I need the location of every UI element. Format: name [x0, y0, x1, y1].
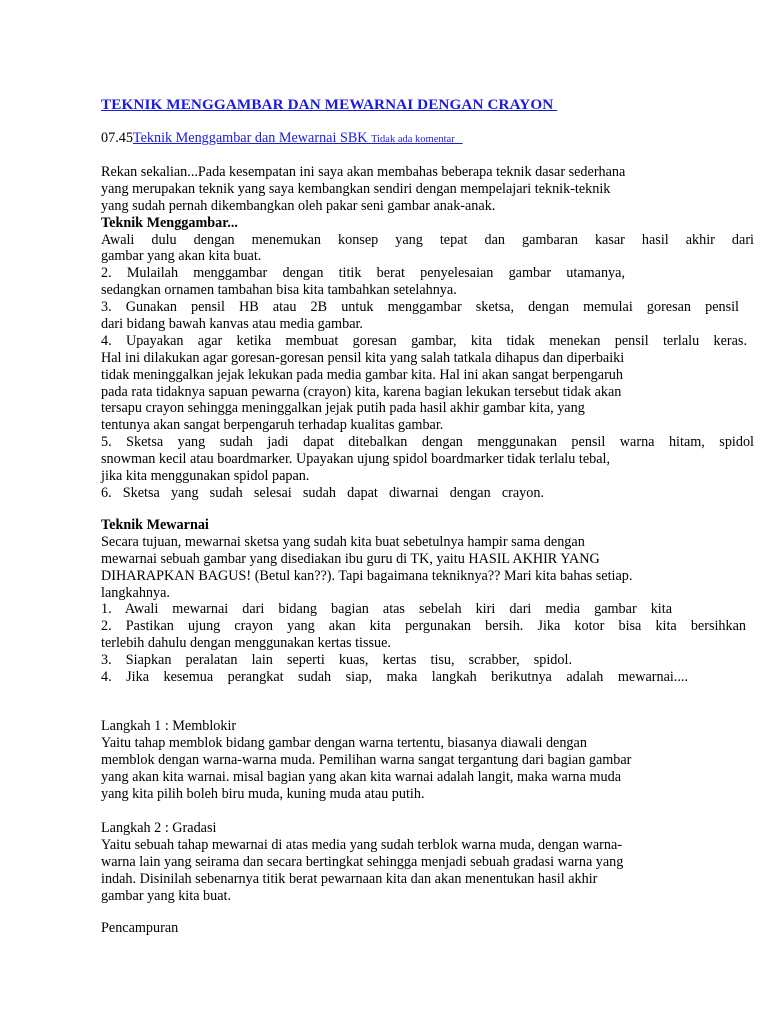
text-line: terlebih dahulu dengan menggunakan kertas tissue. [101, 635, 391, 652]
text-line: gambar yang kita buat. [101, 887, 232, 904]
post-time: 07.45 [101, 130, 133, 146]
section-heading-coloring: Teknik Mewarnai [101, 517, 209, 533]
text-line: warna lain yang seirama dan secara bertingkat sehingga menjadi sebuah gradasi warna yang [101, 853, 624, 870]
mixing-section [101, 920, 754, 937]
text-line: snowman kecil atau boardmarker. Upayakan ujung spidol boardmarker tidak terlalu tebal, [101, 451, 611, 468]
text-line: Yaitu tahap memblok bidang gambar dengan warna tertentu, biasanya diawali dengan [101, 734, 587, 751]
text-line: gambar yang akan kita buat. [101, 248, 262, 265]
step1-heading: Langkah 1 : Memblokir [101, 718, 237, 734]
text-line: 4. Jika kesemua perangkat sudah siap, maka langkah berikutnya adalah mewarnai.... [101, 669, 688, 686]
post-title[interactable]: TEKNIK MENGGAMBAR DAN MEWARNAI DENGAN CRAYON [101, 96, 558, 113]
post-meta [101, 130, 463, 147]
text-line: sedangkan ornamen tambahan bisa kita tambahkan setelahnya. [101, 282, 457, 299]
text-line: langkahnya. [101, 584, 170, 601]
step2-section [101, 820, 754, 904]
coloring-section [101, 517, 754, 686]
text-line: tidak meninggalkan jejak lekukan pada media gambar kita. Hal ini akan sangat berpengaruh [101, 366, 623, 383]
text-line: 2. Mulailah menggambar dengan titik berat penyelesaian gambar utamanya, [101, 265, 625, 282]
text-line: DIHARAPKAN BAGUS! (Betul kan??). Tapi bagaimana tekniknya?? Mari kita bahas setiap. [101, 567, 633, 584]
text-line: dari bidang bawah kanvas atau media gambar. [101, 316, 363, 333]
text-line: 3. Siapkan peralatan lain seperti kuas, kertas tisu, scrabber, spidol. [101, 652, 572, 669]
text-line: jika kita menggunakan spidol papan. [101, 468, 310, 485]
text-line: yang kita pilih boleh biru muda, kuning muda atau putih. [101, 785, 425, 802]
text-line: yang merupakan teknik yang saya kembangkan sendiri dengan mempelajari teknik-teknik [101, 180, 611, 197]
text-line: 4. Upayakan agar ketika membuat goresan gambar, kita tidak menekan pensil terlalu keras. [101, 332, 747, 349]
text-line: tentunya akan sangat berpengaruh terhadap kualitas gambar. [101, 417, 444, 434]
text-line: 2. Pastikan ujung crayon yang akan kita pergunakan bersih. Jika kotor bisa kita bersihkan [101, 618, 746, 635]
text-line: mewarnai sebuah gambar yang disediakan ibu guru di TK, yaitu HASIL AKHIR YANG [101, 550, 600, 567]
text-line: 3. Gunakan pensil HB atau 2B untuk menggambar sketsa, dengan memulai goresan pensil [101, 299, 739, 316]
step2-heading: Langkah 2 : Gradasi [101, 820, 217, 836]
text-line: 6. Sketsa yang sudah selesai sudah dapat diwarnai dengan crayon. [101, 484, 544, 501]
post-comments-link[interactable]: Tidak ada komentar [371, 134, 463, 145]
text-line: Secara tujuan, mewarnai sketsa yang sudah kita buat sebetulnya hampir sama dengan [101, 533, 585, 550]
text-line: yang sudah pernah dikembangkan oleh pakar seni gambar anak-anak. [101, 197, 496, 214]
step1-section [101, 718, 754, 802]
text-line: 1. Awali mewarnai dari bidang bagian atas sebelah kiri dari media gambar kita [101, 601, 672, 618]
text-line: tersapu crayon sehingga meninggalkan jejak putih pada hasil akhir gambar kita, yang [101, 400, 585, 417]
text-line: pada rata tidaknya sapuan pewarna (crayon) kita, karena bagian lekukan tersebut tidak akan [101, 383, 622, 400]
text-line: Awali dulu dengan menemukan konsep yang tepat dan gambaran kasar hasil akhir dari [101, 231, 754, 248]
mixing-heading: Pencampuran [101, 920, 179, 936]
text-line: Hal ini dilakukan agar goresan-goresan pensil kita yang salah tatkala dihapus dan diperbaiki [101, 349, 625, 366]
section-heading-drawing: Teknik Menggambar... [101, 214, 238, 231]
text-line: Yaitu sebuah tahap mewarnai di atas media yang sudah terblok warna muda, dengan warna- [101, 836, 622, 853]
text-line: indah. Disinilah sebenarnya titik berat pewarnaan kita dan akan menentukan hasil akhir [101, 870, 598, 887]
post-label-link[interactable]: Teknik Menggambar dan Mewarnai SBK [132, 130, 372, 146]
text-line: Rekan sekalian...Pada kesempatan ini saya akan membahas beberapa teknik dasar sederhana [101, 164, 626, 180]
intro-paragraph [101, 164, 754, 502]
text-line: 5. Sketsa yang sudah jadi dapat ditebalkan dengan menggunakan pensil warna hitam, spidol [101, 434, 754, 451]
text-line: yang akan kita warnai. misal bagian yang akan kita warnai adalah langit, maka warna muda [101, 768, 622, 785]
text-line: memblok dengan warna-warna muda. Pemilihan warna sangat tergantung dari bagian gambar [101, 751, 632, 768]
